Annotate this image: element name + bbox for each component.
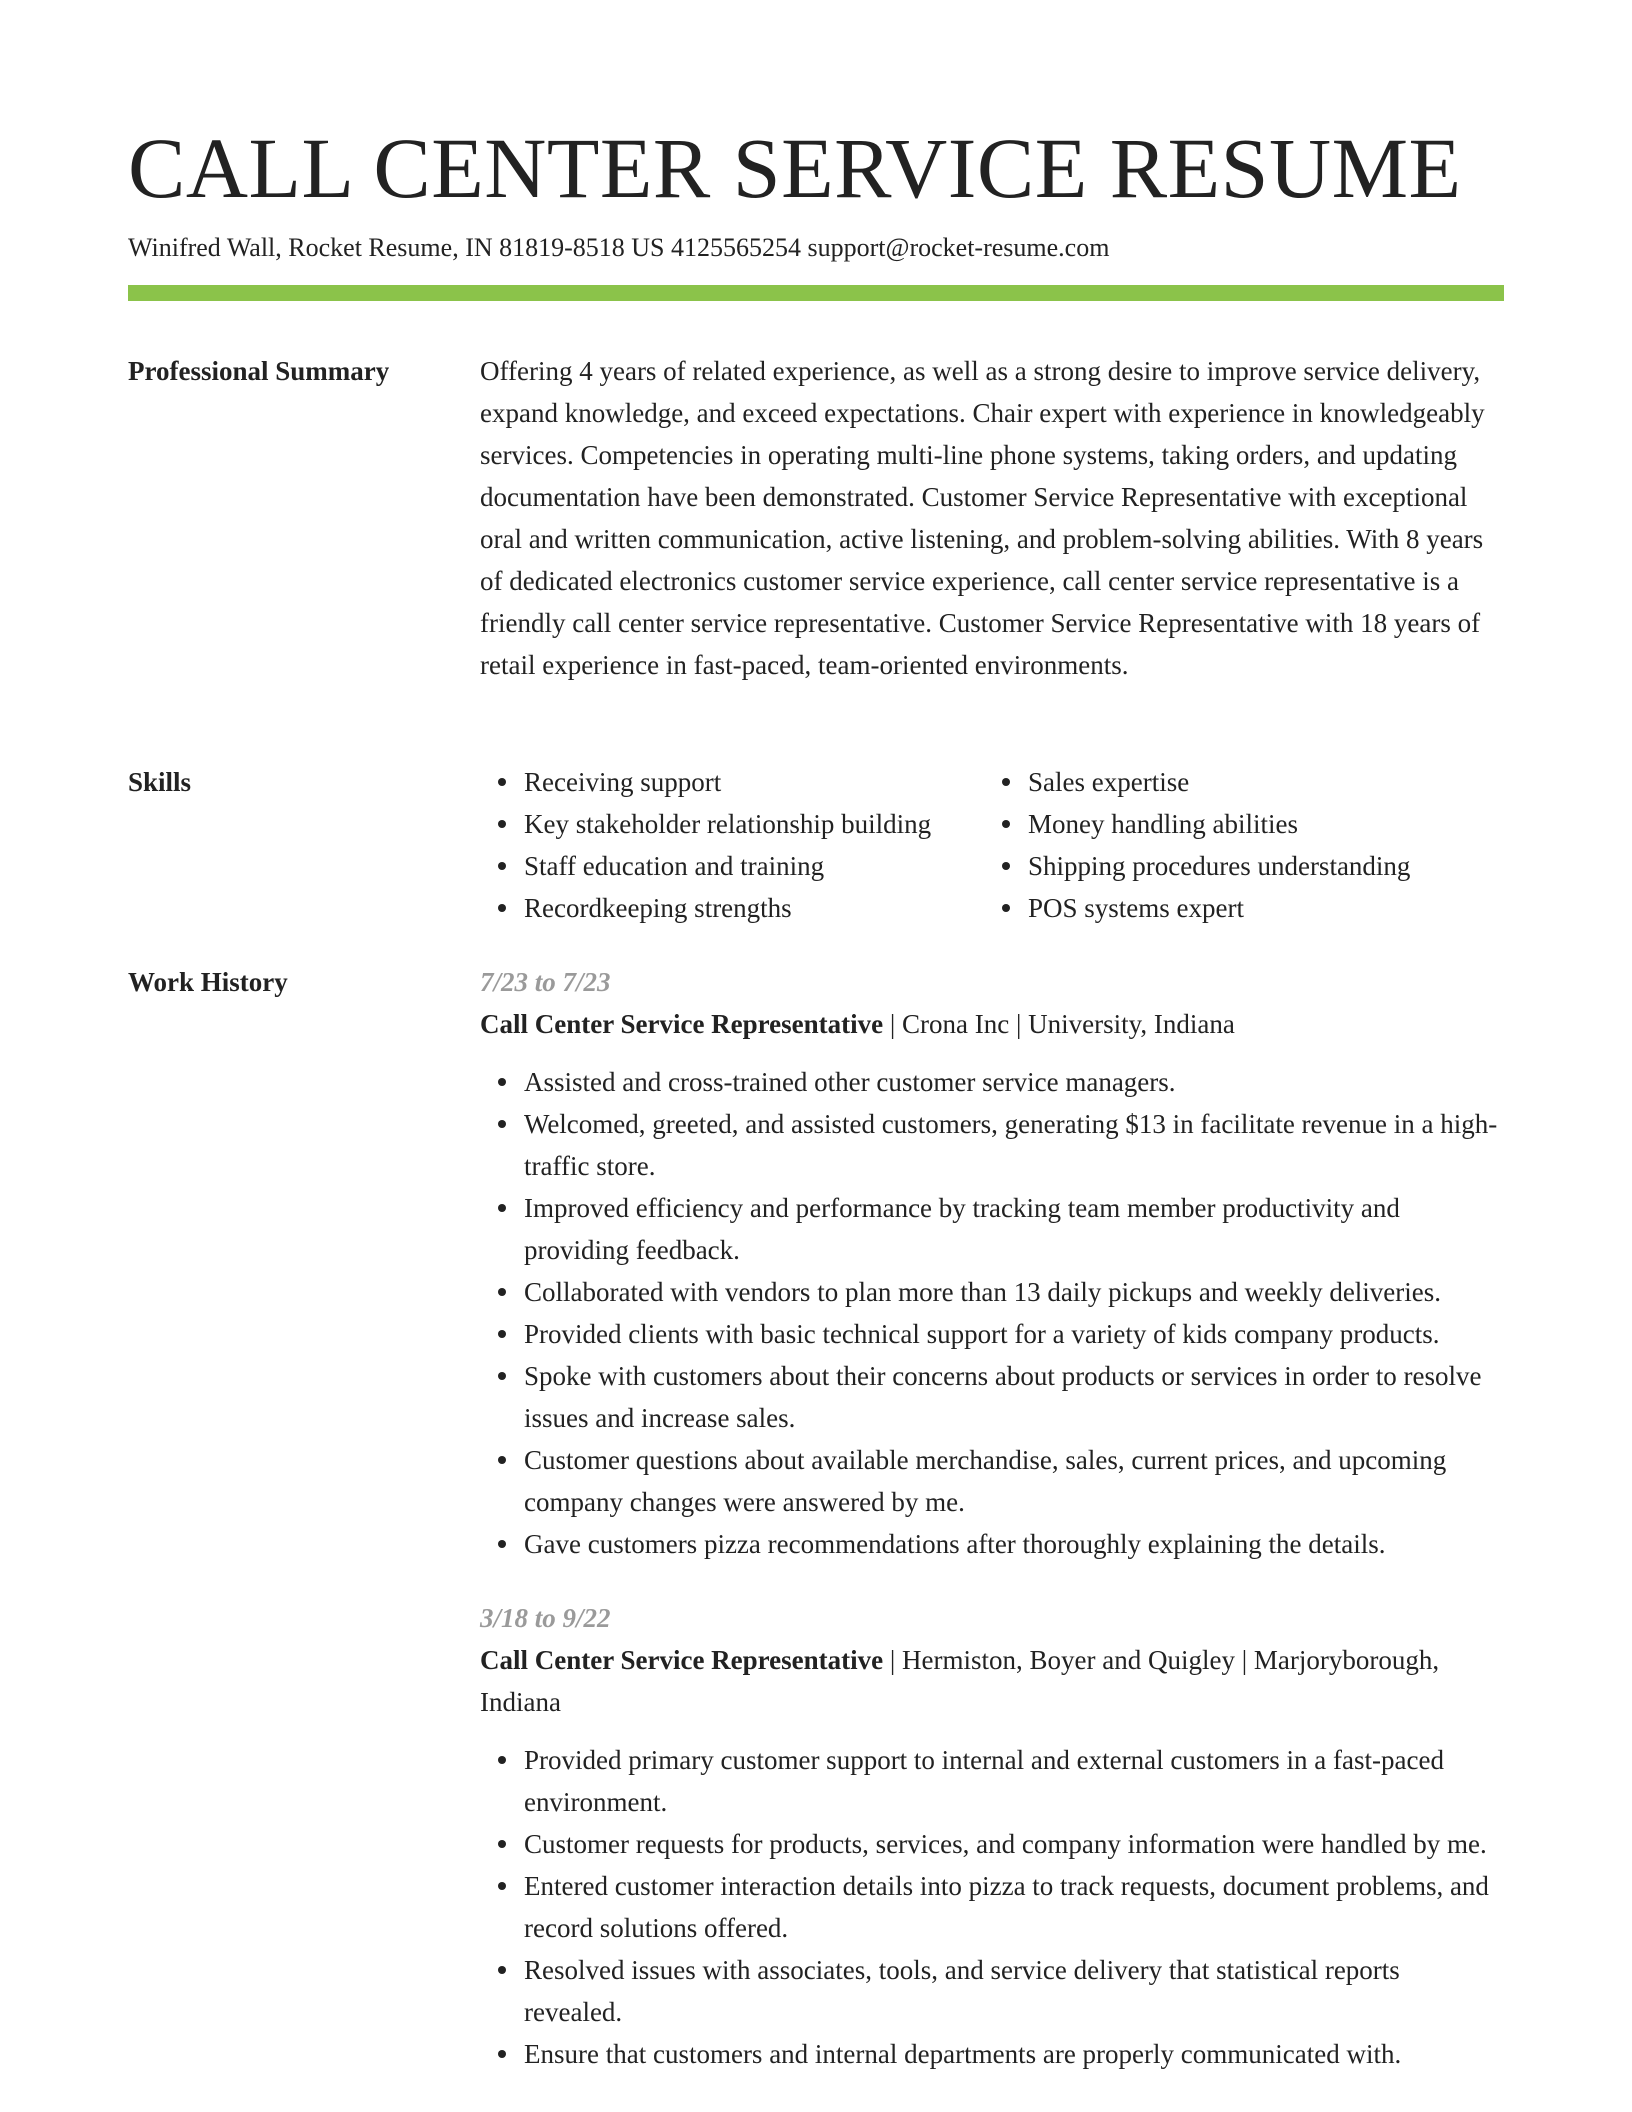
page-title: CALL CENTER SERVICE RESUME — [128, 120, 1462, 216]
job-heading — [480, 1639, 1504, 1723]
skills-grid — [480, 761, 1504, 929]
work-history-body — [480, 961, 1504, 2075]
header-divider — [128, 285, 1504, 301]
skill-item: Sales expertise — [1028, 761, 1488, 803]
job-heading — [480, 1003, 1504, 1045]
job-entry — [480, 961, 1504, 1565]
job-bullet: Provided primary customer support to internal and external customers in a fast-paced environment. — [524, 1739, 1504, 1823]
job-bullet: Resolved issues with associates, tools, and service delivery that statistical reports revealed. — [524, 1949, 1504, 2033]
job-bullet: Assisted and cross-trained other customer service managers. — [524, 1061, 1504, 1103]
job-employer-location: | Hermiston, Boyer and Quigley | Marjoryborough, Indiana — [480, 1645, 1440, 1717]
skill-item: Key stakeholder relationship building — [524, 803, 984, 845]
job-bullets — [480, 1061, 1504, 1565]
job-dates: 3/18 to 9/22 — [480, 1603, 611, 1633]
contact-line: Winifred Wall, Rocket Resume, IN 81819-8518 US 4125565254 support@rocket-resume.com — [128, 233, 1110, 262]
summary-text: Offering 4 years of related experience, as well as a strong desire to improve service delivery, expand knowledge, and exceed expectations. Chair expert with experience in knowledgeably services. Competencies in operating multi-line phone systems, taking orders, and updating documentation have been demonstrated. Customer Service Representative with exceptional oral and written communication, active listening, and problem-solving abilities. With 8 years of dedicated electronics customer service experience, call center service representative is a friendly call center service representative. Customer Service Representative with 18 years of retail experience in fast-paced, team-oriented environments. — [480, 356, 1485, 680]
job-title: Call Center Service Representative — [480, 1009, 884, 1039]
job-bullet: Spoke with customers about their concerns about products or services in order to resolve issues and increase sales. — [524, 1355, 1504, 1439]
work-history-label: Work History — [128, 967, 288, 997]
skill-item: Staff education and training — [524, 845, 984, 887]
skill-item: Shipping procedures understanding — [1028, 845, 1488, 887]
summary-label: Professional Summary — [128, 356, 390, 386]
skill-item: POS systems expert — [1028, 887, 1488, 929]
job-bullet: Gave customers pizza recommendations after thoroughly explaining the details. — [524, 1523, 1504, 1565]
job-bullet: Improved efficiency and performance by tracking team member productivity and providing feedback. — [524, 1187, 1504, 1271]
summary-body — [480, 350, 1504, 686]
skills-label: Skills — [128, 767, 192, 797]
skills-list-right — [984, 761, 1488, 929]
job-bullet: Provided clients with basic technical support for a variety of kids company products. — [524, 1313, 1504, 1355]
job-bullet: Customer questions about available merchandise, sales, current prices, and upcoming company changes were answered by me. — [524, 1439, 1504, 1523]
job-bullet: Collaborated with vendors to plan more than 13 daily pickups and weekly deliveries. — [524, 1271, 1504, 1313]
job-bullets — [480, 1739, 1504, 2075]
job-bullet: Entered customer interaction details into pizza to track requests, document problems, and record solutions offered. — [524, 1865, 1504, 1949]
job-bullet: Customer requests for products, services, and company information were handled by me. — [524, 1823, 1504, 1865]
job-entry — [480, 1597, 1504, 2075]
job-title: Call Center Service Representative — [480, 1645, 884, 1675]
skill-item: Money handling abilities — [1028, 803, 1488, 845]
job-bullet: Welcomed, greeted, and assisted customers, generating $13 in facilitate revenue in a high-traffic store. — [524, 1103, 1504, 1187]
resume-header — [128, 118, 1504, 264]
job-dates: 7/23 to 7/23 — [480, 967, 611, 997]
job-employer-location: | Crona Inc | University, Indiana — [883, 1009, 1235, 1039]
skill-item: Recordkeeping strengths — [524, 887, 984, 929]
skill-item: Receiving support — [524, 761, 984, 803]
skills-list-left — [480, 761, 984, 929]
job-bullet: Ensure that customers and internal departments are properly communicated with. — [524, 2033, 1504, 2075]
